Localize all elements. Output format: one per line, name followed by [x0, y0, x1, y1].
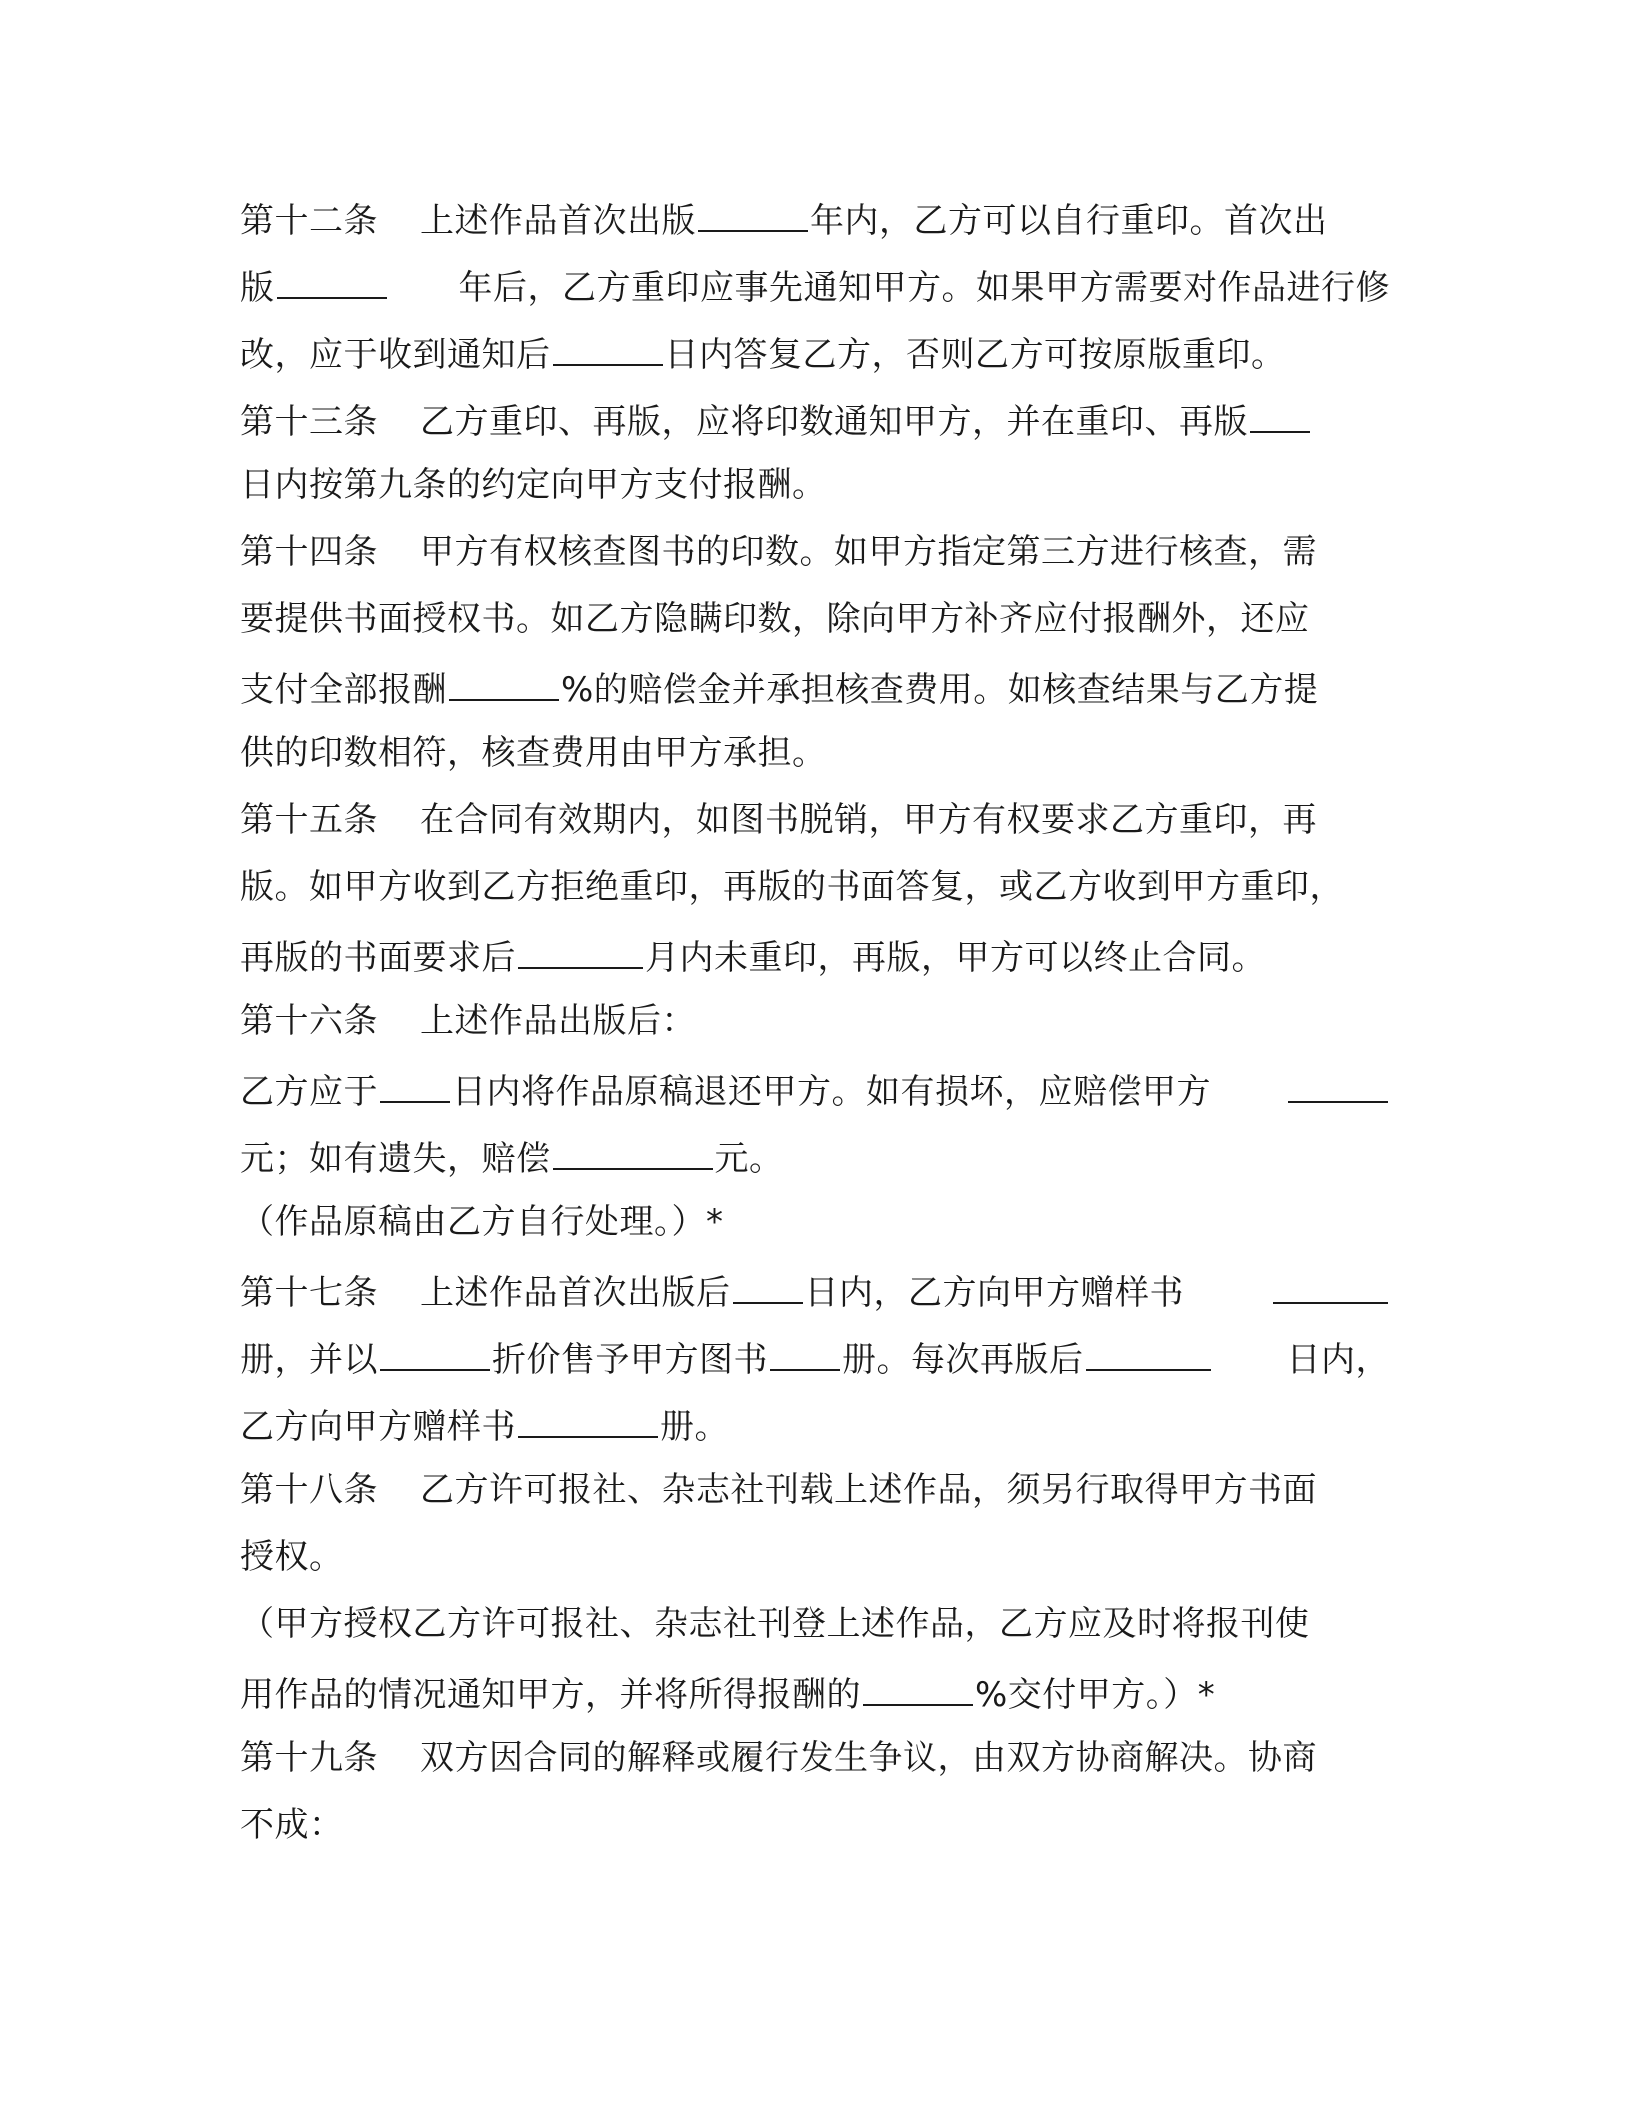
gift-days-blank[interactable]: [733, 1256, 803, 1304]
article-16-line-4: （作品原稿由乙方自行处理。）*: [240, 1202, 724, 1242]
article-14-line-3: 支付全部报酬 %的赔偿金并承担核查费用。如核查结果与乙方提: [240, 653, 1390, 720]
article-15-line-1: 第十五条 在合同有效期内，如图书脱销，甲方有权要求乙方重印，再: [240, 800, 1317, 840]
remuneration-percent-blank[interactable]: [863, 1658, 973, 1706]
reissue-copies-blank[interactable]: [518, 1390, 658, 1438]
article-18-line-3: （甲方授权乙方许可报社、杂志社刊登上述作品，乙方应及时将报刊使: [240, 1604, 1310, 1644]
article-16-line-1: 第十六条 上述作品出版后：: [240, 1001, 696, 1041]
article-12-line-2: 版 年后，乙方重印应事先通知甲方。如果甲方需要对作品进行修: [240, 251, 1390, 318]
article-18-line-1: 第十八条 乙方许可报社、杂志社刊载上述作品，须另行取得甲方书面: [240, 1470, 1317, 1510]
article-15-line-2: 版。如甲方收到乙方拒绝重印，再版的书面答复，或乙方收到甲方重印，: [240, 867, 1344, 907]
article-19-line-2: 不成：: [240, 1805, 344, 1845]
article-17-line-1: 第十七条 上述作品首次出版后 日内，乙方向甲方赠样书: [240, 1256, 1390, 1323]
reissue-days-blank[interactable]: [1086, 1323, 1211, 1371]
compensation-percent-blank[interactable]: [449, 653, 559, 701]
notice-years-blank[interactable]: [277, 251, 387, 299]
article-18-line-2: 授权。: [240, 1537, 344, 1577]
discount-blank[interactable]: [380, 1323, 490, 1371]
article-18-heading: 第十八条: [240, 1470, 378, 1510]
article-13-line-1: 第十三条 乙方重印、再版，应将印数通知甲方，并在重印、再版: [240, 385, 1390, 452]
article-19-heading: 第十九条: [240, 1738, 378, 1778]
article-14-line-1: 第十四条 甲方有权核查图书的印数。如甲方指定第三方进行核查，需: [240, 532, 1317, 572]
article-12-line-1: 第十二条 上述作品首次出版 年内，乙方可以自行重印。首次出: [240, 184, 1390, 251]
article-15-line-3: 再版的书面要求后 月内未重印，再版，甲方可以终止合同。: [240, 921, 1390, 988]
article-19-line-1: 第十九条 双方因合同的解释或履行发生争议，由双方协商解决。协商: [240, 1738, 1317, 1778]
payment-days-blank[interactable]: [1250, 385, 1310, 433]
discount-copies-blank[interactable]: [770, 1323, 840, 1371]
reprint-months-blank[interactable]: [518, 921, 643, 969]
article-14-line-4: 供的印数相符，核查费用由甲方承担。: [240, 733, 827, 773]
article-16-line-3: 元；如有遗失，赔偿 元。: [240, 1122, 1390, 1189]
article-17-line-2: 册，并以 折价售予甲方图书 册。每次再版后 日内，: [240, 1323, 1390, 1390]
article-13-line-2: 日内按第九条的约定向甲方支付报酬。: [240, 465, 827, 505]
article-18-line-4: 用作品的情况通知甲方，并将所得报酬的 %交付甲方。）*: [240, 1658, 1390, 1725]
article-12-line-3: 改，应于收到通知后 日内答复乙方，否则乙方可按原版重印。: [240, 318, 1390, 385]
contract-page: [240, 184, 1390, 1859]
return-days-blank[interactable]: [380, 1055, 450, 1103]
article-16-line-2: 乙方应于 日内将作品原稿退还甲方。如有损坏，应赔偿甲方: [240, 1055, 1390, 1122]
loss-amount-blank[interactable]: [553, 1122, 713, 1170]
article-15-heading: 第十五条: [240, 800, 378, 840]
gift-copies-blank[interactable]: [1273, 1256, 1388, 1304]
damage-amount-blank[interactable]: [1288, 1055, 1388, 1103]
article-16-heading: 第十六条: [240, 1001, 378, 1041]
article-14-heading: 第十四条: [240, 532, 378, 572]
article-12-heading: 第十二条: [240, 201, 378, 241]
reprint-years-blank[interactable]: [698, 184, 808, 232]
article-14-line-2: 要提供书面授权书。如乙方隐瞒印数，除向甲方补齐应付报酬外，还应: [240, 599, 1310, 639]
reply-days-blank[interactable]: [553, 318, 663, 366]
article-13-heading: 第十三条: [240, 402, 378, 442]
article-17-line-3: 乙方向甲方赠样书 册。: [240, 1390, 1390, 1457]
article-17-heading: 第十七条: [240, 1273, 378, 1313]
